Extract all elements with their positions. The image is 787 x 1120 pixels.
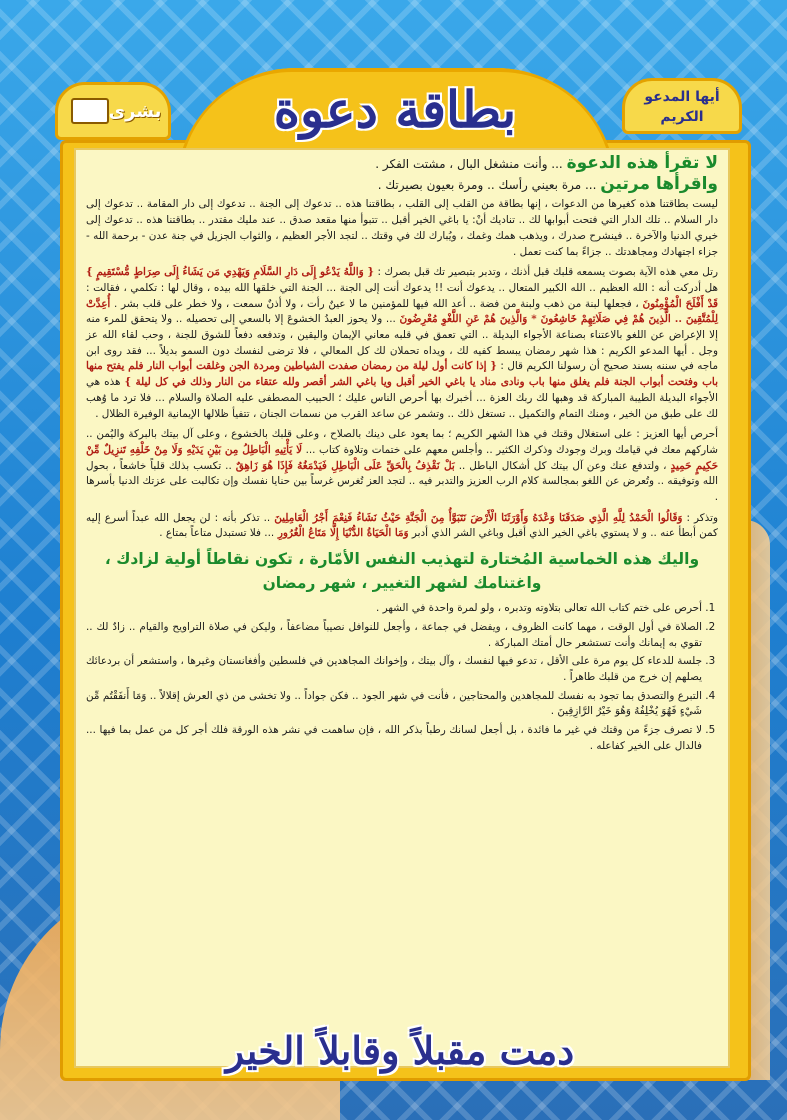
p2-text-c: ، فجعلها لبنة من ذهب ولبنة من فضة .. أعد الله فيها للمؤمنين ما لا عينٌ رأت ، ولا أذنٌ سمعت ، ولا خطر على قلب بشر .: [114, 297, 643, 310]
logo-badge: [55, 82, 171, 140]
p2-text-d: ... ولا يحوز العبدُ الخشوعَ إلا بالسعي إلى تحصيله .. ولا يتحقق للمرء منه إلا الإعراض عن اللغو بالاعتناء بصناعة الأجواء البديلة .. التي تعمق في قلبه معاني الإيمان واليقين ، وتدفعه دفعاً للشوق للجنة ، وحب لقاء الله عز وجل . أيها المدعو الكريم : هذا شهر رمضان يبسط كفيه لك ، ويداه تحملان لك كل المعالي ، فلا ترضى لنفسك دون السمو بديلاً ... فقد روى ابن ماجه في سننه بسند صحيح أن رسولنا الكريم قال :: [86, 313, 719, 373]
list-item: 1. أحرص على ختم كتاب الله تعالى بتلاوته وتدبره ، ولو لمرة واحدة في الشهر .: [86, 601, 702, 617]
p4-text-b: ، ولتدفع عنك وعن آل بيتك كل أشكال الباطل ..: [458, 459, 671, 472]
list-item: 2. الصلاة في أول الوقت ، مهما كانت الظروف ، ويفضل في جماعة ، وأجعل للنوافل نصيباً مضاعفاً ، وليكن في صلاة التراويح والقيام .. زادٌ لك .. تقوي به إيمانك وأنت تستشعر حال أمتك المباركة .: [86, 620, 702, 651]
logo-text: بشرى: [108, 100, 162, 122]
p2-text-a: رتل معي هذه الآية بصوت يسمعه قلبك قبل أذنك ، وتدبر بتبصير تك قبل بصرك :: [377, 266, 718, 279]
verse-4: لَا يَأْتِيهِ الْبَاطِلُ مِن بَيْنِ يَدَيْهِ وَلَا مِنْ خَلْفِهِ تَنزِيلٌ مِّنْ حَكِيمٍ حَمِيدٍ: [86, 443, 718, 472]
hadith: { إذا كانت أول ليلة من رمضان صفدت الشياطين ومردة الجن وغلقت أبواب النار فلم يفتح منها باب وفتحت أبواب الجنة فلم يغلق منها باب ونادى مناد يا باغي الخير أقبل ويا باغي الشر أقصر ولله عتقاء من النار وذلك في كل ليلة }: [86, 360, 718, 389]
footer-slogan: دمت مقبلاً وقابلاً الخير: [225, 1028, 575, 1073]
addressee-badge: [622, 78, 742, 134]
list-item: 3. جلسة للدعاء كل يوم مرة على الأقل ، تدعو فيها لنفسك ، وآل بيتك ، وإخوانك المجاهدين في فلسطين وأفغانستان وغيرها ، واستشعر أن بردعائك يصلهم إن خرج من قلبك طاهراً .: [86, 654, 702, 685]
paragraph-5: [86, 511, 718, 542]
p3-text: هذه هي الأجواء البديلة الطيبة المباركة قد وهبها لك ربك العزة ... أخبرك بها أحرص الناس عليك ؛ الحبيب المصطفى عليه الصلاة والسلام ... فلا ترد ما وُهب لك على طبق من الخير ، ومنك التمام والتكميل .. تستغل ذلك .. وتشمر عن ساعد القرب من نسمات الجنان ، تتفيأ ظلالها الإيمانية الوفيرة الظلال .: [86, 376, 718, 420]
p4-text-c: .. تكسب بذلك قلباً خاشعاً ، بحول الله وتوفيقه .. وتُعرض عن اللغو بمجالسة كلام الرب العزيز والتدبر فيه .. لتجد العز تُغرس غرساً بين حنايا نفسك وإن تكالبت على عزتك الدنيا بأسرها .: [86, 459, 718, 504]
list-item: 5. لا تصرف جزءً من وقتك في غير ما فائدة ، بل أجعل لسانك رطباً بذكر الله ، فإن ساهمت في نشر هذه الورقة فلك أجر كل من عمل بما فيها ... فالدال على الخير كفاعله .: [86, 723, 702, 754]
intro-text-2: ... مرة بعيني رأسك .. ومرة بعيون بصيرتك .: [377, 177, 601, 192]
intro-line-2: [86, 173, 718, 194]
verse-6: وَقَالُوا الْحَمْدُ لِلَّهِ الَّذِي صَدَقَنَا وَعْدَهُ وَأَوْرَثَنَا الْأَرْضَ نَتَبَوَّأُ مِنَ الْجَنَّةِ حَيْثُ نَشَاءُ فَنِعْمَ أَجْرُ الْعَامِلِينَ: [274, 511, 683, 524]
verse-7: وَمَا الْحَيَاةُ الدُّنْيَا إِلَّا مَتَاعُ الْغُرُورِ: [274, 527, 409, 540]
intro-text-1: ... وأنت منشغل البال ، مشتت الفكر .: [375, 157, 567, 171]
p5-text-a: وتذكر :: [686, 511, 718, 524]
p2-text-b: هل أدركت أنه : الله العظيم .. الله الكبير المتعال .. يدعوك أنت !! يدعوك أنت إلى الجنة ... الجنة التي خلقها الله بيده ، وقال لها : تكلمي ، فقالت :: [86, 281, 718, 294]
book-icon: [71, 98, 109, 124]
p4-text-a: أحرص أيها العزيز : على استغلال وقتك في هذا الشهر الكريم ؛ بما يعود على دينك بالصلاح ، وعلى قلبك بالخشوع ، وعلى آل بيتك بالبركة واليُمن .. شاركهم معك في قيامك وبرك وجودك وذكرك الكثير .. وأجلس معهم على ختمات وتلاوة كتاب ...: [86, 428, 718, 456]
invitation-card: [74, 148, 730, 1068]
paragraph-2: [86, 265, 718, 422]
verse-2: قَدْ أَفْلَحَ الْمُؤْمِنُونَ: [642, 297, 718, 310]
intro-line-1: [86, 153, 718, 173]
paragraph-4: [86, 427, 718, 506]
paragraph-1: ليست بطاقتنا هذه كغيرها من الدعوات ، إنها بطاقة من القلب إلى القلب ، بطاقتنا هذه .. تدعوك إلى الجنة .. تدعوك إلى دار المقامة .. تدعوك إلى دار السلام .. تلك الدار التي فتحت أبوابها لك .. تناديك أنْ: يا باغي الخير أقبل .. تتبوأ منها مقعد صدق .. عند مليك مقتدر .. بطاقتنا هذه .. تدعوك إلى خيري الدنيا والآخرة .. فينشرح صدرك ، ويذهب همك وغمك ، ويُبارك لك في وقتك .. لتجد الأجر العظيم ، والثواب الجزيل في جنة عدن - برحمة الله - جزاء اجتهادك ومجاهدتك .. جزاءً بما كنت تعمل .: [86, 198, 718, 258]
verse-1: { وَاللَّهُ يَدْعُو إِلَى دَارِ السَّلَامِ وَيَهْدِي مَن يَشَاءُ إِلَى صِرَاطٍ مُّسْتَقِيمٍ }: [86, 266, 375, 279]
page-title: بطاقة دعوة: [273, 80, 517, 139]
p5-text-c: ... فلا تستبدل متاعاً بمتاع .: [159, 527, 275, 540]
list-item: 4. التبرع والتصدق بما تجود به نفسك للمجاهدين والمحتاجين ، فأنت في شهر الجود .. فكن جواداً .. ولا تخشى من ذي العرش إقلالاً .. وَمَا أَنفَقْتُم مِّن شَيْءٍ فَهُوَ يُخْلِفُهُ وَهُوَ خَيْرُ الرَّازِقِينَ .: [86, 689, 702, 720]
verse-5: بَلْ نَقْذِفُ بِالْحَقِّ عَلَى الْبَاطِلِ فَيَدْمَغُهُ فَإِذَا هُوَ زَاهِقٌ: [235, 459, 455, 472]
p5-text-b: .. تذكر بأنه : لن يجعل الله عبداً أسرع إليه كمن أبطأ عنه .. و لا يستوي باغي الخير الذي أقبل وباغي الشر الذي أدبر: [86, 511, 718, 540]
addressee-text: أيها المدعو الكريم: [644, 89, 720, 125]
intro-heading-1: لا تقرأ هذه الدعوة: [566, 153, 718, 173]
intro-heading-2: واقرأها مرتين: [600, 173, 718, 194]
tips-heading: واليك هذه الخماسية المُختارة لتهذيب النفس الأمّارة ، تكون نقاطاً أولية لزادك ، واغتنامك لشهر التغيير ، شهر رمضان: [104, 550, 700, 593]
tips-list: [86, 601, 718, 754]
verse-3: أُعِدَّتْ لِلْمُتَّقِينَ .. الَّذِينَ هُمْ فِي صَلَاتِهِمْ خَاشِعُونَ * وَالَّذِينَ هُمْ عَنِ اللَّغْوِ مُعْرِضُونَ: [86, 297, 718, 326]
